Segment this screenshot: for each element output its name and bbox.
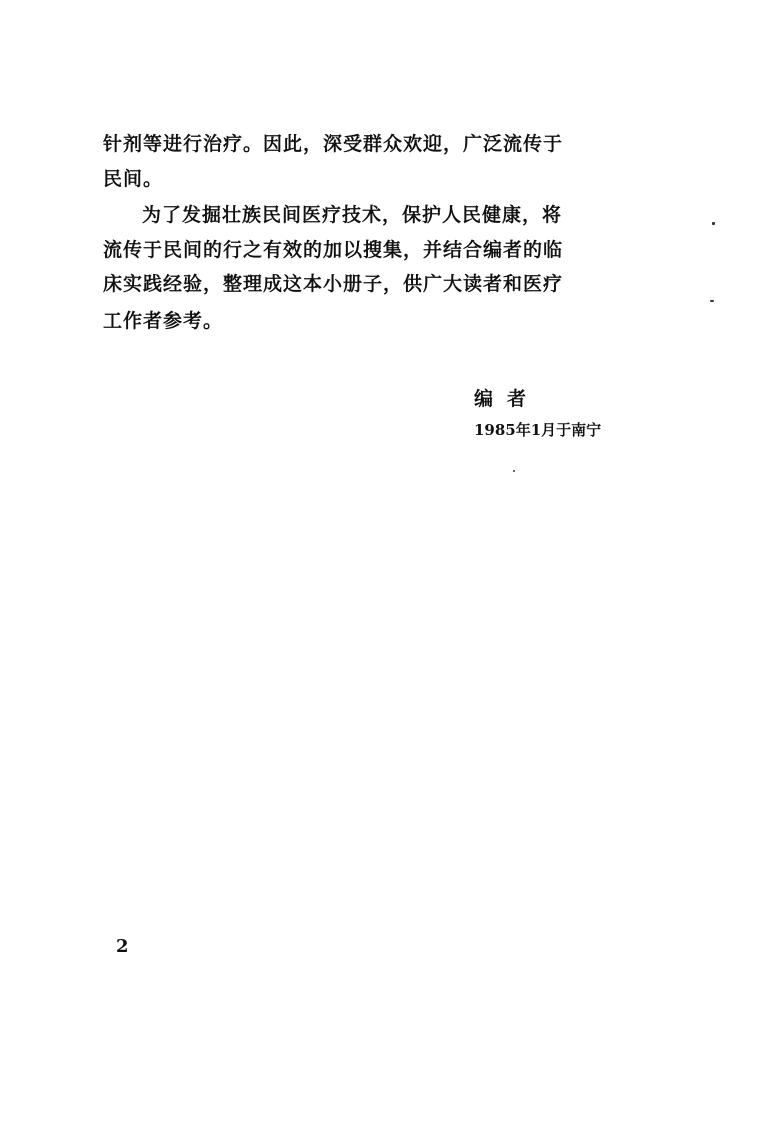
body-text-line: 床实践经验，整理成这本小册子，供广大读者和医疗 [103,273,564,295]
body-text-line: 民间。 [103,168,164,190]
page-number: 2 [116,936,129,957]
body-text-line: 为了发掘壮族民间医疗技术，保护人民健康，将 [142,204,563,226]
scan-speck [712,222,715,225]
body-text-line: 针剂等进行治疗。因此，深受群众欢迎，广泛流传于 [103,133,564,155]
body-text-line: 工作者参考。 [103,310,224,332]
scan-speck [513,470,515,472]
body-text-line: 流传于民间的行之有效的加以搜集，并结合编者的临 [103,239,564,261]
scan-speck [710,300,714,302]
date-line: 1985年1月于南宁 [474,421,602,439]
author-signature: 编者 [474,388,541,410]
